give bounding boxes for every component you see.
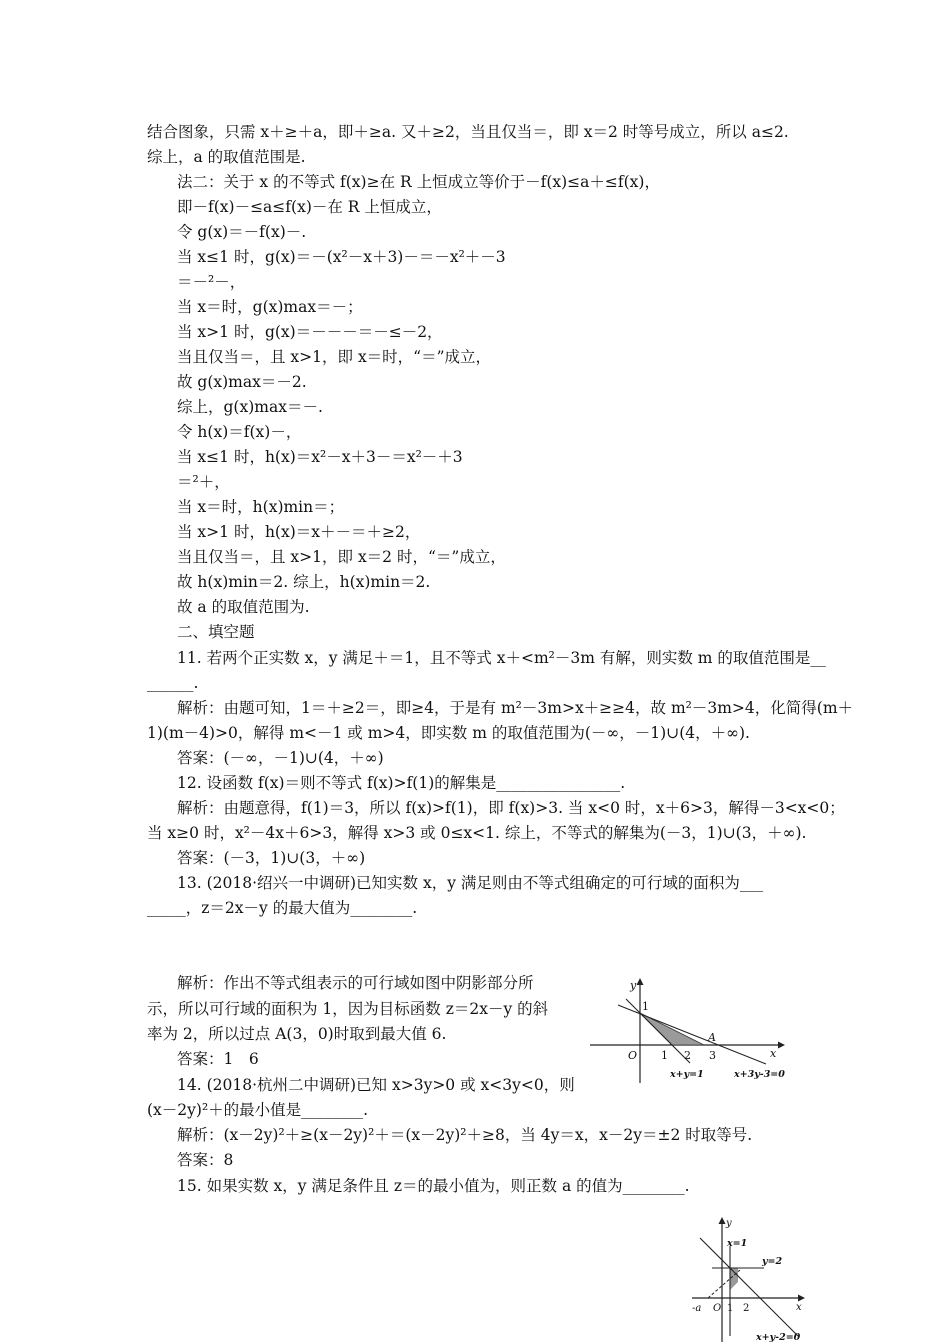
solution-11: 解析：由题可知，1＝＋≥2＝，即≥4，于是有 m²－3m>x＋≥≥4，故 m²－3m>4，化简得(m＋ [177,699,854,717]
text-line: _____，z＝2x－y 的最大值为________. [147,899,418,917]
text-line: ＝²＋， [177,473,230,491]
text-line: 令 h(x)＝f(x)－， [177,423,302,441]
answer-11: 答案：(－∞，－1)∪(4，＋∞) [177,749,384,767]
text-line: 结合图象，只需 x＋≥＋a，即＋≥a. 又＋≥2，当且仅当＝，即 x＝2 时等号成立，所以 a≤2. [147,123,789,141]
x-axis-arrow [798,1295,805,1302]
text-line: 综上，g(x)max＝－. [177,398,323,416]
equation-label: x+3y-3=0 [734,1069,785,1080]
text-line: 当 x>1 时，g(x)＝－－－＝－≤－2， [177,323,443,341]
text-line: 1)(m－4)>0，解得 m<－1 或 m>4，即实数 m 的取值范围为(－∞，－1)∪(4，＋∞). [147,724,750,742]
text-line: 当 x≤1 时，g(x)＝－(x²－x＋3)－＝－x²＋－3 [177,248,506,266]
tick-label: 1 [661,1049,668,1062]
answer-12: 答案：(－3，1)∪(3，＋∞) [177,849,366,867]
text-line: 当 x≤1 时，h(x)＝x²－x＋3－＝x²－＋3 [177,448,463,466]
line-x-plus-y-minus-2-eq-0 [700,1238,798,1336]
solution-14: 解析：(x－2y)²＋≥(x－2y)²＋＝(x－2y)²＋≥8，当 4y＝x，x－2y＝±2 时取等号. [177,1126,753,1144]
tick-label: 2 [743,1303,750,1314]
question-12: 12. 设函数 f(x)＝则不等式 f(x)>f(1)的解集是________________. [177,774,626,792]
tick-label: 1 [727,1303,734,1314]
text-line: 当 x＝时，h(x)min＝； [177,498,345,516]
feasible-region-figure [588,975,798,1087]
text-line: 当 x≥0 时，x²－4x＋6>3，解得 x>3 或 0≤x<1. 综上，不等式的解集为(－3，1)∪(3，＋∞). [147,824,807,842]
text-line: ______. [147,674,199,692]
text-line: 示，所以可行域的面积为 1，因为目标函数 z＝2x－y 的斜 [147,1000,549,1018]
text-line: ＝－²－， [177,273,246,291]
solution-13: 解析：作出不等式组表示的可行域如图中阴影部分所 [177,974,534,992]
origin-label: O [628,1049,638,1062]
constraint-region-figure [688,1212,810,1344]
section-heading: 二、填空题 [177,623,255,641]
text-line: 当 x＝时，g(x)max＝－； [177,298,363,316]
text-line: 率为 2，所以过点 A(3，0)时取到最大值 6. [147,1025,447,1043]
y-axis-arrow [637,978,644,985]
text-line: 令 g(x)＝－f(x)－. [177,223,307,241]
question-15: 15. 如果实数 x，y 满足条件且 z＝的最小值为，则正数 a 的值为________. [177,1177,690,1195]
solution-12: 解析：由题意得，f(1)＝3，所以 f(x)>f(1)，即 f(x)>3. 当 x<0 时，x＋6>3，解得－3<x<0； [177,799,845,817]
text-line: 法二：关于 x 的不等式 f(x)≥在 R 上恒成立等价于－f(x)≤a＋≤f(x)， [177,173,660,191]
y-axis-label: y [726,1218,732,1229]
text-line: 故 a 的取值范围为. [177,598,310,616]
tick-label: -a [692,1303,702,1314]
text-line: 故 h(x)min＝2. 综上，h(x)min＝2. [177,573,431,591]
text-line: 当且仅当＝，且 x>1，即 x＝2 时，“＝”成立， [177,548,506,566]
equation-label: x=1 [727,1238,748,1249]
tick-label: 3 [709,1049,716,1062]
question-14: 14. (2018·杭州二中调研)已知 x>3y>0 或 x<3y<0，则 [177,1076,575,1094]
question-13: 13. (2018·绍兴一中调研)已知实数 x，y 满足则由不等式组确定的可行域的面积为___ [177,874,764,892]
tick-label: 1 [642,1000,649,1013]
text-line: 即－f(x)－≤a≤f(x)－在 R 上恒成立， [177,198,442,216]
origin-label: O [713,1303,722,1314]
equation-label: y=2 [762,1256,783,1267]
text-line: 综上，a 的取值范围是. [147,148,306,166]
x-axis-arrow [778,1042,785,1049]
text-line: 当 x>1 时，h(x)＝x＋－＝＋≥2， [177,523,421,541]
text-line: 故 g(x)max＝－2. [177,373,307,391]
answer-13: 答案：1 6 [177,1050,259,1068]
x-axis-label: x [796,1302,802,1313]
text-line: 当且仅当＝，且 x>1，即 x＝时，“＝”成立， [177,348,492,366]
x-axis-label: x [770,1047,777,1060]
y-axis-arrow [719,1217,726,1224]
equation-label: x+y-2=0 [756,1332,801,1343]
equation-label: x+y=1 [670,1069,704,1080]
tick-label: 2 [684,1049,691,1062]
point-a-label: A [708,1031,716,1044]
text-line: (x－2y)²＋的最小值是________. [147,1101,369,1119]
y-axis-label: y [630,979,637,992]
question-11: 11. 若两个正实数 x，y 满足＋＝1，且不等式 x＋<m²－3m 有解，则实数 m 的取值范围是__ [177,649,826,667]
answer-14: 答案：8 [177,1151,234,1169]
